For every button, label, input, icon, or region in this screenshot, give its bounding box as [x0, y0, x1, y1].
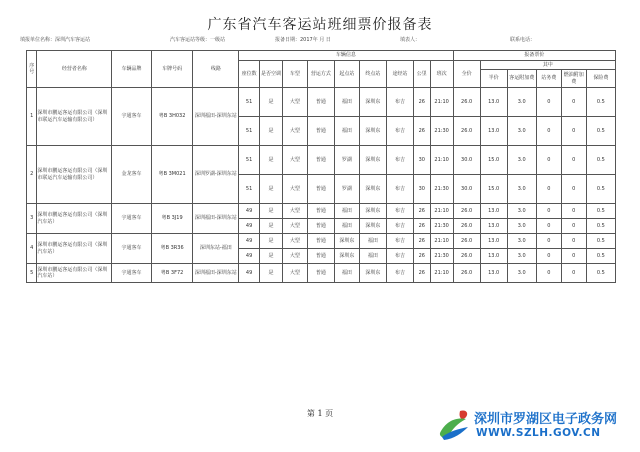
watermark-logo — [436, 405, 636, 445]
cell-from: 罗湖 — [334, 146, 359, 175]
cell-seq: 1 — [27, 88, 37, 146]
cell-seats: 51 — [239, 117, 260, 146]
cell-plate: 粤B 3H032 — [151, 88, 193, 146]
szlh-logo-icon — [436, 407, 472, 441]
cell-station: 0 — [536, 234, 561, 249]
cell-time: 21:30 — [430, 219, 453, 234]
cell-time: 21:10 — [430, 204, 453, 219]
cell-plate: 粤B 3R36 — [151, 234, 193, 264]
cell-seq: 5 — [27, 264, 37, 283]
cell-fare: 26.0 — [453, 88, 480, 117]
cell-station: 0 — [536, 88, 561, 117]
cell-fare: 26.0 — [453, 219, 480, 234]
meta-unit: 填报单位名称：深圳汽车客运站 — [20, 37, 91, 43]
cell-from: 深圳东 — [334, 234, 359, 249]
cell-to: 深圳东 — [359, 219, 386, 234]
cell-seq: 2 — [27, 146, 37, 204]
cell-fuel: 0 — [561, 249, 586, 264]
table-row — [27, 204, 616, 219]
cell-from: 罗湖 — [334, 175, 359, 204]
cell-seats: 51 — [239, 175, 260, 204]
cell-ac: 是 — [260, 264, 283, 283]
cell-to: 深圳东 — [359, 117, 386, 146]
cell-operator: 深圳市鹏运客运有限公司（深圳汽车站） — [37, 204, 112, 234]
cell-mode: 普通 — [307, 204, 334, 219]
header-fuel: 燃油附加费 — [561, 70, 586, 88]
header-seats: 座位数 — [239, 61, 260, 88]
cell-seats: 51 — [239, 146, 260, 175]
cell-half: 13.0 — [480, 249, 507, 264]
cell-brand: 宇通客车 — [112, 88, 152, 146]
cell-fuel: 0 — [561, 175, 586, 204]
cell-km: 26 — [413, 117, 430, 146]
cell-station: 0 — [536, 117, 561, 146]
header-surcharge: 客运附加费 — [507, 70, 536, 88]
cell-fuel: 0 — [561, 117, 586, 146]
cell-surcharge: 3.0 — [507, 88, 536, 117]
cell-fare: 26.0 — [453, 204, 480, 219]
cell-from: 福田 — [334, 204, 359, 219]
cell-type: 大型 — [282, 264, 307, 283]
cell-seats: 49 — [239, 249, 260, 264]
cell-surcharge: 3.0 — [507, 146, 536, 175]
header-time: 班次 — [430, 61, 453, 88]
cell-operator: 深圳市鹏运客运有限公司（深圳汽车站） — [37, 264, 112, 283]
report-meta — [20, 36, 620, 46]
cell-plate: 粤B 3J19 — [151, 204, 193, 234]
meta-date: 报备日期：2017年 月 日 — [275, 37, 331, 43]
cell-ac: 是 — [260, 88, 283, 117]
header-brand: 车辆品牌 — [112, 51, 152, 88]
cell-time: 21:10 — [430, 146, 453, 175]
cell-station: 0 — [536, 204, 561, 219]
cell-via: 布吉 — [386, 264, 413, 283]
cell-ac: 是 — [260, 146, 283, 175]
cell-to: 深圳东 — [359, 264, 386, 283]
cell-station: 0 — [536, 219, 561, 234]
cell-fare: 26.0 — [453, 249, 480, 264]
cell-insure: 0.5 — [586, 264, 615, 283]
cell-insure: 0.5 — [586, 117, 615, 146]
header-via: 途经站 — [386, 61, 413, 88]
cell-insure: 0.5 — [586, 175, 615, 204]
cell-to: 深圳东 — [359, 175, 386, 204]
watermark-name: 深圳市罗湖区电子政务网 — [474, 412, 618, 427]
cell-fare: 30.0 — [453, 175, 480, 204]
cell-via: 布吉 — [386, 117, 413, 146]
cell-mode: 普通 — [307, 146, 334, 175]
cell-seq: 4 — [27, 234, 37, 264]
cell-half: 13.0 — [480, 117, 507, 146]
cell-fuel: 0 — [561, 88, 586, 117]
cell-station: 0 — [536, 146, 561, 175]
table-row — [27, 264, 616, 283]
header-type: 车型 — [282, 61, 307, 88]
cell-ac: 是 — [260, 117, 283, 146]
cell-mode: 普通 — [307, 219, 334, 234]
cell-km: 26 — [413, 234, 430, 249]
meta-grade: 汽车客运站等级：一级站 — [170, 37, 226, 43]
cell-seats: 49 — [239, 234, 260, 249]
cell-to: 福田 — [359, 249, 386, 264]
cell-type: 大型 — [282, 249, 307, 264]
cell-fuel: 0 — [561, 264, 586, 283]
page-footer: 第 1 页 — [306, 409, 334, 418]
cell-half: 13.0 — [480, 264, 507, 283]
cell-time: 21:10 — [430, 234, 453, 249]
header-mode: 营运方式 — [307, 61, 334, 88]
cell-time: 21:30 — [430, 249, 453, 264]
cell-via: 布吉 — [386, 146, 413, 175]
cell-time: 21:30 — [430, 117, 453, 146]
cell-route: 深圳福田-深圳东站 — [193, 264, 239, 283]
cell-surcharge: 3.0 — [507, 234, 536, 249]
cell-mode: 普通 — [307, 88, 334, 117]
header-half: 半价 — [480, 70, 507, 88]
cell-station: 0 — [536, 175, 561, 204]
cell-fuel: 0 — [561, 204, 586, 219]
cell-route: 深圳福田-深圳东站 — [193, 204, 239, 234]
cell-route: 深圳罗湖-深圳东站 — [193, 146, 239, 204]
cell-brand: 宇通客车 — [112, 264, 152, 283]
cell-via: 布吉 — [386, 234, 413, 249]
header-from: 起点站 — [334, 61, 359, 88]
header-station: 站务费 — [536, 70, 561, 88]
cell-surcharge: 3.0 — [507, 219, 536, 234]
cell-half: 13.0 — [480, 219, 507, 234]
cell-type: 大型 — [282, 219, 307, 234]
cell-seats: 49 — [239, 219, 260, 234]
cell-via: 布吉 — [386, 88, 413, 117]
header-plate: 车牌号码 — [151, 51, 193, 88]
cell-seq: 3 — [27, 204, 37, 234]
header-fare: 全价 — [453, 61, 480, 88]
cell-time: 21:30 — [430, 175, 453, 204]
table-row — [27, 146, 616, 175]
cell-to: 深圳东 — [359, 146, 386, 175]
cell-surcharge: 3.0 — [507, 117, 536, 146]
cell-type: 大型 — [282, 146, 307, 175]
cell-from: 福田 — [334, 264, 359, 283]
cell-mode: 普通 — [307, 264, 334, 283]
cell-from: 福田 — [334, 88, 359, 117]
cell-type: 大型 — [282, 234, 307, 249]
header-ac: 是否空调 — [260, 61, 283, 88]
cell-seats: 49 — [239, 204, 260, 219]
cell-half: 13.0 — [480, 88, 507, 117]
cell-km: 26 — [413, 264, 430, 283]
cell-insure: 0.5 — [586, 146, 615, 175]
cell-type: 大型 — [282, 204, 307, 219]
cell-brand: 宇通客车 — [112, 234, 152, 264]
cell-mode: 普通 — [307, 234, 334, 249]
fare-table — [26, 50, 616, 283]
cell-insure: 0.5 — [586, 234, 615, 249]
cell-station: 0 — [536, 249, 561, 264]
cell-type: 大型 — [282, 117, 307, 146]
cell-via: 布吉 — [386, 249, 413, 264]
cell-type: 大型 — [282, 88, 307, 117]
cell-mode: 普通 — [307, 175, 334, 204]
cell-mode: 普通 — [307, 249, 334, 264]
meta-phone: 联系电话： — [510, 37, 536, 43]
cell-km: 30 — [413, 175, 430, 204]
cell-time: 21:10 — [430, 264, 453, 283]
cell-via: 布吉 — [386, 204, 413, 219]
table-row — [27, 234, 616, 249]
table-body — [27, 88, 616, 283]
cell-fare: 26.0 — [453, 234, 480, 249]
header-fare-sub: 其中 — [480, 61, 615, 70]
cell-plate: 粤B 3M021 — [151, 146, 193, 204]
cell-surcharge: 3.0 — [507, 175, 536, 204]
cell-km: 26 — [413, 204, 430, 219]
cell-ac: 是 — [260, 249, 283, 264]
cell-fare: 26.0 — [453, 264, 480, 283]
cell-operator: 深圳市鹏运客运有限公司（深圳汽车站） — [37, 234, 112, 264]
cell-seats: 51 — [239, 88, 260, 117]
cell-type: 大型 — [282, 175, 307, 204]
header-to: 终点站 — [359, 61, 386, 88]
header-operator: 经营者名称 — [37, 51, 112, 88]
cell-operator: 深圳市鹏运客运有限公司（深圳市联运汽车运输有限公司） — [37, 146, 112, 204]
document-title: 广东省汽车客运站班细票价报备表 — [207, 17, 433, 33]
header-vehicle-info: 车辆信息 — [239, 51, 453, 61]
header-km: 公里 — [413, 61, 430, 88]
cell-from: 福田 — [334, 117, 359, 146]
cell-from: 福田 — [334, 219, 359, 234]
cell-ac: 是 — [260, 234, 283, 249]
cell-time: 21:10 — [430, 88, 453, 117]
cell-half: 15.0 — [480, 175, 507, 204]
table-row — [27, 88, 616, 117]
meta-filler: 填表人： — [400, 37, 421, 43]
cell-to: 深圳东 — [359, 88, 386, 117]
cell-fare: 26.0 — [453, 117, 480, 146]
cell-km: 26 — [413, 88, 430, 117]
cell-insure: 0.5 — [586, 204, 615, 219]
cell-to: 福田 — [359, 234, 386, 249]
header-insure: 保险费 — [586, 70, 615, 88]
cell-ac: 是 — [260, 204, 283, 219]
cell-from: 深圳东 — [334, 249, 359, 264]
cell-surcharge: 3.0 — [507, 204, 536, 219]
cell-mode: 普通 — [307, 117, 334, 146]
cell-via: 布吉 — [386, 175, 413, 204]
cell-route: 深圳东站-福田 — [193, 234, 239, 264]
cell-plate: 粤B 3F72 — [151, 264, 193, 283]
watermark-url: WWW.SZLH.GOV.CN — [476, 427, 601, 439]
header-seq: 序号 — [27, 51, 37, 88]
header-fare-group: 报备票价 — [453, 51, 615, 61]
cell-fare: 30.0 — [453, 146, 480, 175]
cell-station: 0 — [536, 264, 561, 283]
cell-ac: 是 — [260, 175, 283, 204]
cell-brand: 宇通客车 — [112, 204, 152, 234]
cell-insure: 0.5 — [586, 88, 615, 117]
cell-km: 26 — [413, 249, 430, 264]
cell-ac: 是 — [260, 219, 283, 234]
cell-fuel: 0 — [561, 146, 586, 175]
cell-seats: 49 — [239, 264, 260, 283]
cell-brand: 金龙客车 — [112, 146, 152, 204]
cell-half: 13.0 — [480, 234, 507, 249]
cell-to: 深圳东 — [359, 204, 386, 219]
cell-operator: 深圳市鹏运客运有限公司（深圳市联运汽车运输有限公司） — [37, 88, 112, 146]
cell-surcharge: 3.0 — [507, 249, 536, 264]
cell-fuel: 0 — [561, 234, 586, 249]
cell-half: 15.0 — [480, 146, 507, 175]
cell-insure: 0.5 — [586, 219, 615, 234]
cell-km: 26 — [413, 219, 430, 234]
cell-surcharge: 3.0 — [507, 264, 536, 283]
cell-fuel: 0 — [561, 219, 586, 234]
cell-insure: 0.5 — [586, 249, 615, 264]
cell-km: 30 — [413, 146, 430, 175]
cell-via: 布吉 — [386, 219, 413, 234]
header-route: 线路 — [193, 51, 239, 88]
cell-route: 深圳福田-深圳东站 — [193, 88, 239, 146]
cell-half: 13.0 — [480, 204, 507, 219]
